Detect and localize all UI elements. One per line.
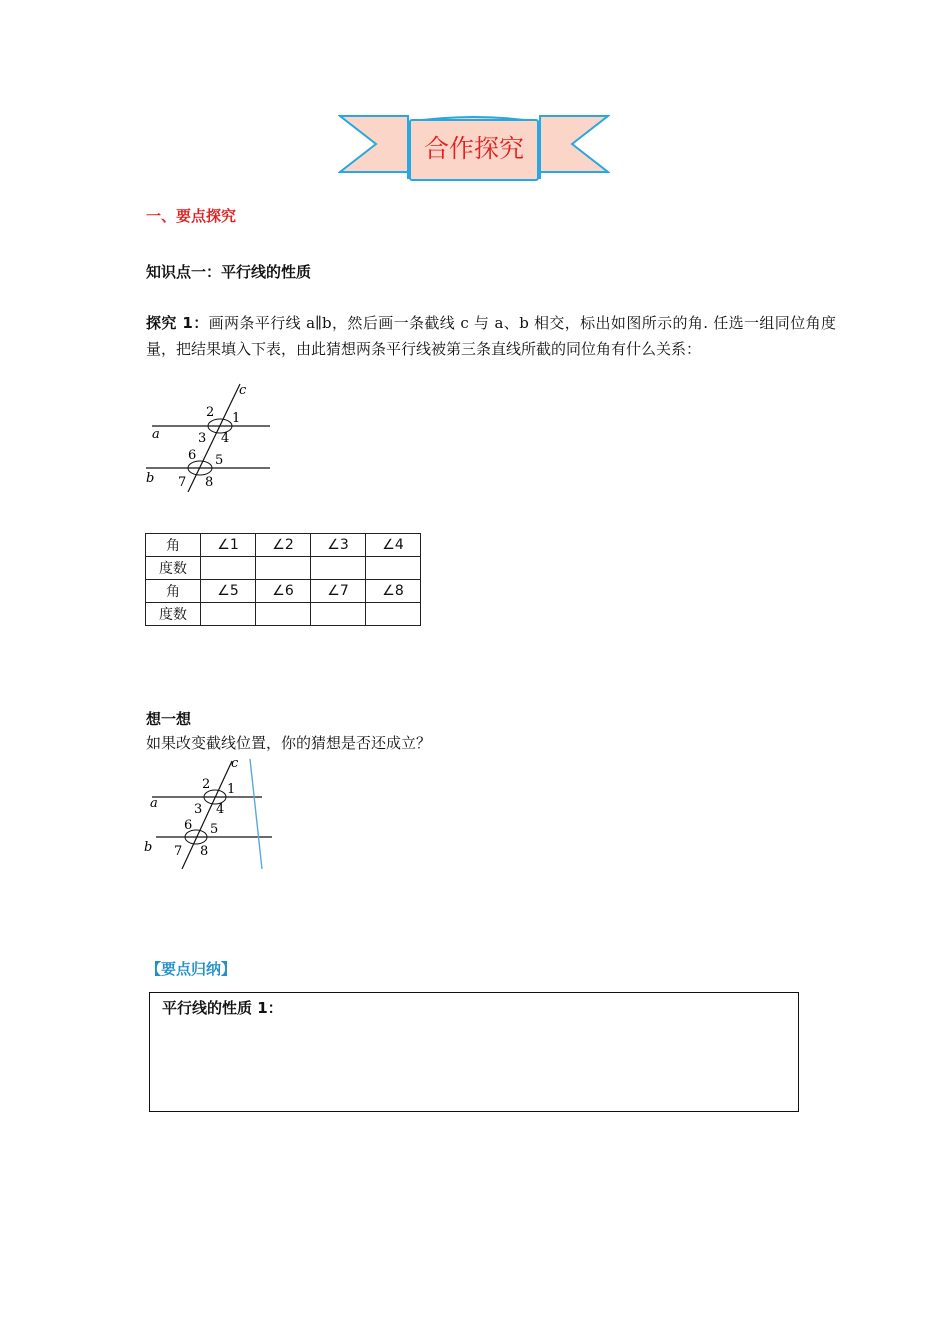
section-heading: 一、要点探究 <box>146 207 237 225</box>
table-input-cell[interactable] <box>366 603 421 626</box>
angle-label-7: 7 <box>178 475 187 490</box>
angle-label-3: 3 <box>194 802 203 817</box>
table-row <box>146 557 421 580</box>
angle-label-2: 2 <box>206 405 215 420</box>
angle-label-1: 1 <box>227 782 236 797</box>
angle-label-4: 4 <box>221 431 230 446</box>
line-label-c: c <box>239 383 247 398</box>
angle-label-5: 5 <box>210 822 219 837</box>
angle-label-8: 8 <box>200 844 209 859</box>
line-label-b: b <box>146 471 155 486</box>
table-cell: 角 <box>146 580 201 603</box>
parallel-lines-figure <box>140 380 280 492</box>
table-cell: 度数 <box>146 603 201 626</box>
table-cell: ∠1 <box>201 534 256 557</box>
angle-measure-table <box>145 533 421 626</box>
angle-label-7: 7 <box>174 844 183 859</box>
line-label-a: a <box>152 427 160 442</box>
angle-label-4: 4 <box>216 802 225 817</box>
angle-label-8: 8 <box>205 475 214 490</box>
table-input-cell[interactable] <box>201 557 256 580</box>
table-row <box>146 534 421 557</box>
angle-label-1: 1 <box>232 411 241 426</box>
table-cell: ∠2 <box>256 534 311 557</box>
banner <box>338 112 610 186</box>
knowledge-point-heading: 知识点一：平行线的性质 <box>146 263 312 281</box>
table-cell: 角 <box>146 534 201 557</box>
table-cell: ∠3 <box>311 534 366 557</box>
table-input-cell[interactable] <box>311 603 366 626</box>
table-cell: 度数 <box>146 557 201 580</box>
changed-transversal-figure <box>140 755 280 872</box>
summary-heading: 【要点归纳】 <box>146 960 237 978</box>
summary-box[interactable] <box>149 992 799 1112</box>
angle-label-6: 6 <box>184 818 193 833</box>
line-label-a: a <box>150 796 158 811</box>
angle-label-2: 2 <box>202 777 211 792</box>
table-cell: ∠5 <box>201 580 256 603</box>
table-input-cell[interactable] <box>256 603 311 626</box>
line-label-c: c <box>231 756 239 771</box>
table-cell: ∠6 <box>256 580 311 603</box>
table-cell: ∠7 <box>311 580 366 603</box>
angle-label-6: 6 <box>188 448 197 463</box>
table-cell: ∠8 <box>366 580 421 603</box>
table-input-cell[interactable] <box>256 557 311 580</box>
think-question: 如果改变截线位置，你的猜想是否还成立？ <box>146 734 432 752</box>
summary-box-title: 平行线的性质 1： <box>162 999 283 1017</box>
line-label-b: b <box>144 840 153 855</box>
explore-1-text: 画两条平行线 a∥b，然后画一条截线 c 与 a、b 相交，标出如图所示的角. 任选一组同位角度量，把结果填入下表，由此猜想两条平行线被第三条直线所截的同位角有什么关系： <box>146 314 836 358</box>
table-cell: ∠4 <box>366 534 421 557</box>
think-heading: 想一想 <box>146 710 192 728</box>
table-input-cell[interactable] <box>366 557 421 580</box>
angle-label-3: 3 <box>198 431 207 446</box>
explore-1-paragraph <box>146 310 836 362</box>
angle-label-5: 5 <box>215 453 224 468</box>
explore-1-label: 探究 1： <box>146 314 209 332</box>
banner-title: 合作探究 <box>423 134 525 163</box>
table-row <box>146 580 421 603</box>
table-input-cell[interactable] <box>201 603 256 626</box>
table-input-cell[interactable] <box>311 557 366 580</box>
table-row <box>146 603 421 626</box>
